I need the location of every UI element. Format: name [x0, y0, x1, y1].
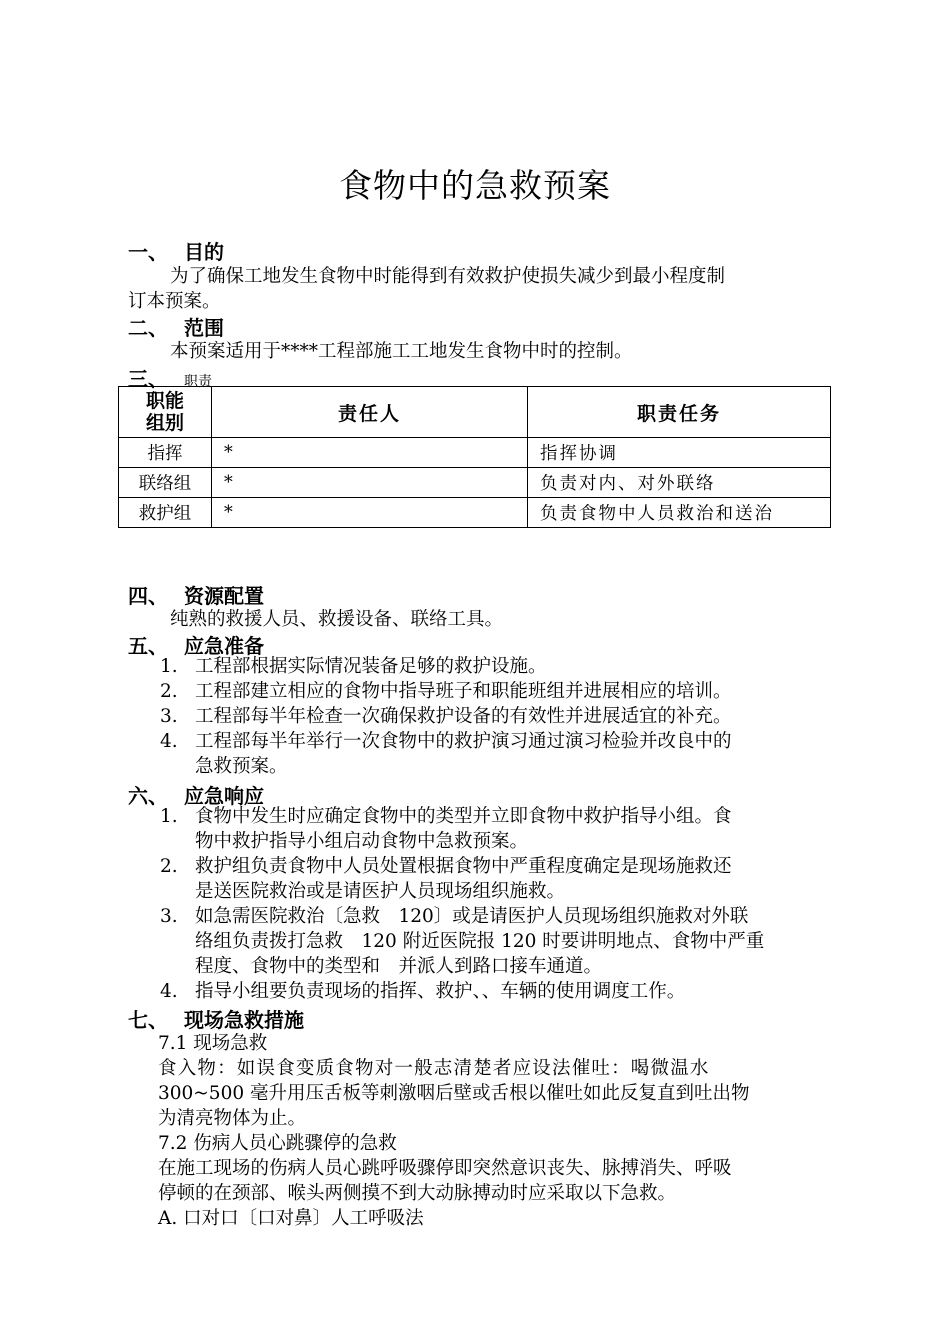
- paragraph-line: 为清亮物体为止。: [158, 1108, 307, 1129]
- table-cell: *: [212, 468, 528, 498]
- section-7-title: 现场急救措施: [184, 1008, 304, 1032]
- section-6-number: 六、: [128, 784, 168, 808]
- list-item-text: 救护组负责食物中人员处置根据食物中严重程度确定是现场施救还: [195, 856, 732, 877]
- table-header-cell: 职能 组别: [119, 387, 212, 438]
- list-item-text: 是送医院救治或是请医护人员现场组织施救。: [195, 881, 566, 902]
- table-cell: 负责对内、对外联络: [528, 468, 831, 498]
- table-cell: 救护组: [119, 498, 212, 528]
- section-2-number: 二、: [128, 316, 168, 340]
- table-cell: *: [212, 498, 528, 528]
- section-1-title: 目的: [184, 240, 224, 264]
- section-7-number: 七、: [128, 1008, 168, 1032]
- list-item-number: 3.: [160, 906, 178, 927]
- section-1-text-line1: 为了确保工地发生食物中时能得到有效救护使损失减少到最小程度制: [170, 266, 726, 287]
- section-1-number: 一、: [128, 240, 168, 264]
- section-5-title: 应急准备: [184, 634, 264, 658]
- list-item-number: 1.: [160, 806, 178, 827]
- table-cell: 指挥协调: [528, 438, 831, 468]
- section-3-number: 三、: [128, 367, 168, 391]
- section-2-title: 范围: [184, 316, 224, 340]
- list-item-text: 物中救护指导小组启动食物中急救预案。: [195, 831, 529, 852]
- subsection-7-2-title: 7.2 伤病人员心跳骤停的急救: [158, 1133, 397, 1154]
- list-item-number: 1.: [160, 656, 178, 677]
- section-4-text: 纯熟的救援人员、救援设备、联络工具。: [170, 609, 504, 630]
- list-item-text: 工程部根据实际情况装备足够的救护设施。: [195, 656, 547, 677]
- paragraph-line: 300~500 毫升用压舌板等刺激咽后壁或舌根以催吐如此反复直到吐出物: [158, 1083, 750, 1104]
- list-item-number: 2.: [160, 856, 178, 877]
- subsection-7-1-title: 7.1 现场急救: [158, 1033, 268, 1054]
- section-6-title: 应急响应: [184, 784, 264, 808]
- list-item-text: 工程部每半年举行一次食物中的救护演习通过演习检验并改良中的: [195, 731, 732, 752]
- section-4-title: 资源配置: [184, 584, 264, 608]
- table-header-row: [119, 387, 831, 438]
- section-3-title: 职责: [184, 374, 212, 390]
- section-2-text: 本预案适用于****工程部施工工地发生食物中时的控制。: [170, 341, 633, 362]
- list-item-number: 4.: [160, 731, 178, 752]
- table-cell: 负责食物中人员救治和送治: [528, 498, 831, 528]
- table-row: [119, 468, 831, 498]
- list-item-text: 工程部建立相应的食物中指导班子和职能班组并进展相应的培训。: [195, 681, 732, 702]
- list-item-text: 急救预案。: [195, 756, 288, 777]
- list-item-number: 2.: [160, 681, 178, 702]
- document-title: 食物中的急救预案: [339, 166, 611, 205]
- list-item-text: 如急需医院救治〔急救 120〕或是请医护人员现场组织施救对外联: [195, 906, 749, 927]
- list-item-text: 指导小组要负责现场的指挥、救护、、车辆的使用调度工作。: [195, 981, 686, 1002]
- paragraph-line: 食入物：如误食变质食物对一般志清楚者应设法催吐：喝微温水: [158, 1058, 710, 1079]
- section-1-heading: [128, 236, 224, 265]
- section-1-text-line2: 订本预案。: [128, 291, 221, 312]
- list-item-number: 4.: [160, 981, 178, 1002]
- subsection-a-title: A. 口对口〔口对鼻〕人工呼吸法: [158, 1208, 424, 1229]
- table-cell: 联络组: [119, 468, 212, 498]
- list-item-number: 3.: [160, 706, 178, 727]
- table-header-cell: 责任人: [212, 387, 528, 438]
- list-item-text: 工程部每半年检查一次确保救护设备的有效性并进展适宜的补充。: [195, 706, 732, 727]
- paragraph-line: 停顿的在颈部、喉头两侧摸不到大动脉搏动时应采取以下急救。: [158, 1183, 677, 1204]
- table-row: [119, 438, 831, 468]
- list-item-text: 程度、食物中的类型和 并派人到路口接车通道。: [195, 956, 603, 977]
- section-5-number: 五、: [128, 634, 168, 658]
- table-header-cell: 职责任务: [528, 387, 831, 438]
- section-4-number: 四、: [128, 584, 168, 608]
- responsibility-table: [118, 386, 831, 528]
- table-row: [119, 498, 831, 528]
- table-cell: 指挥: [119, 438, 212, 468]
- list-item-text: 络组负责拨打急救 120 附近医院报 120 时要讲明地点、食物中严重: [195, 931, 765, 952]
- paragraph-line: 在施工现场的伤病人员心跳呼吸骤停即突然意识丧失、脉搏消失、呼吸: [158, 1158, 732, 1179]
- table-cell: *: [212, 438, 528, 468]
- list-item-text: 食物中发生时应确定食物中的类型并立即食物中救护指导小组。食: [195, 806, 732, 827]
